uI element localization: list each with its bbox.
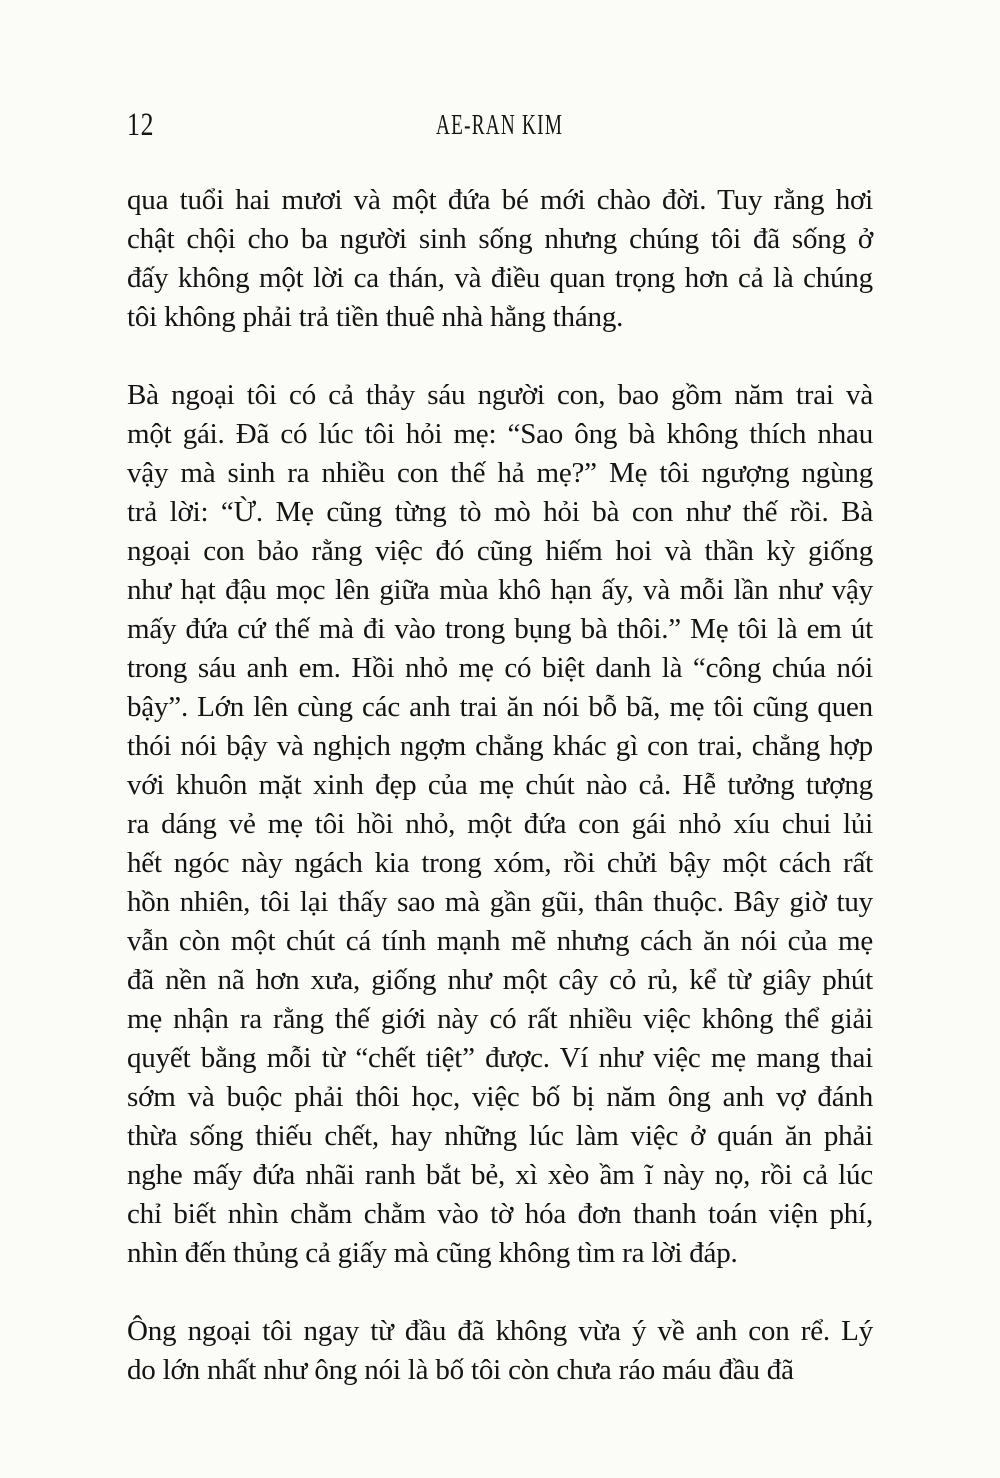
running-header <box>127 108 873 148</box>
text-line: đấy không một lời ca thán, và điều quan trọng hơn cả là chúng <box>127 262 873 294</box>
paragraph <box>127 181 873 337</box>
text-line: trong sáu anh em. Hồi nhỏ mẹ có biệt danh là “công chúa nói <box>127 652 873 684</box>
text-line: thói nói bậy và nghịch ngợm chẳng khác gì con trai, chẳng hợp <box>127 730 873 762</box>
text-line: qua tuổi hai mươi và một đứa bé mới chào đời. Tuy rằng hơi <box>127 184 873 216</box>
text-line: vậy mà sinh ra nhiều con thế hả mẹ?” Mẹ tôi ngượng ngùng <box>127 457 873 489</box>
text-line: Ông ngoại tôi ngay từ đầu đã không vừa ý về anh con rể. Lý <box>127 1315 873 1347</box>
text-line: ngoại con bảo rằng việc đó cũng hiếm hoi và thần kỳ giống <box>127 535 873 567</box>
text-line: hết ngóc này ngách kia trong xóm, rồi chửi bậy một cách rất <box>127 847 873 879</box>
text-line: sớm và buộc phải thôi học, việc bố bị năm ông anh vợ đánh <box>127 1081 873 1113</box>
text-line: mấy đứa cứ thế mà đi vào trong bụng bà thôi.” Mẹ tôi là em út <box>127 613 873 645</box>
text-line: với khuôn mặt xinh đẹp của mẹ chút nào cả. Hễ tưởng tượng <box>127 769 873 801</box>
page-number: 12 <box>127 107 155 143</box>
text-line: chỉ biết nhìn chằm chằm vào tờ hóa đơn thanh toán viện phí, <box>127 1198 873 1230</box>
text-line: vẫn còn một chút cá tính mạnh mẽ nhưng cách ăn nói của mẹ <box>127 925 873 957</box>
text-line: ra dáng vẻ mẹ tôi hồi nhỏ, một đứa con gái nhỏ xíu chui lủi <box>127 808 873 840</box>
text-line: quyết bằng mỗi từ “chết tiệt” được. Ví như việc mẹ mang thai <box>127 1042 873 1074</box>
paragraph <box>127 376 873 1273</box>
text-line: tôi không phải trả tiền thuê nhà hằng tháng. <box>127 301 624 333</box>
text-block <box>127 181 873 1390</box>
running-header-text: AE-RAN KIM <box>436 108 564 141</box>
text-line: trả lời: “Ừ. Mẹ cũng từng tò mò hỏi bà con như thế rồi. Bà <box>127 496 873 528</box>
text-line: thừa sống thiếu chết, hay những lúc làm việc ở quán ăn phải <box>127 1120 873 1152</box>
paragraph <box>127 1312 873 1390</box>
text-line: chật chội cho ba người sinh sống nhưng chúng tôi đã sống ở <box>127 223 873 255</box>
text-line: nhìn đến thủng cả giấy mà cũng không tìm ra lời đáp. <box>127 1237 738 1269</box>
page-header <box>127 108 873 142</box>
text-line: một gái. Đã có lúc tôi hỏi mẹ: “Sao ông bà không thích nhau <box>127 418 873 450</box>
text-line: mẹ nhận ra rằng thế giới này có rất nhiều việc không thể giải <box>127 1003 873 1035</box>
text-line: nghe mấy đứa nhãi ranh bắt bẻ, xì xèo ầm ĩ này nọ, rồi cả lúc <box>127 1159 873 1191</box>
text-line: như hạt đậu mọc lên giữa mùa khô hạn ấy, và mỗi lần như vậy <box>127 574 873 606</box>
text-line: đã nền nã hơn xưa, giống như một cây cỏ rủ, kể từ giây phút <box>127 964 873 996</box>
text-line: hồn nhiên, tôi lại thấy sao mà gần gũi, thân thuộc. Bây giờ tuy <box>127 886 873 918</box>
text-line: do lớn nhất như ông nói là bố tôi còn chưa ráo máu đầu đã <box>127 1354 794 1386</box>
text-line: bậy”. Lớn lên cùng các anh trai ăn nói bỗ bã, mẹ tôi cũng quen <box>127 691 873 723</box>
text-line: Bà ngoại tôi có cả thảy sáu người con, bao gồm năm trai và <box>127 379 873 411</box>
